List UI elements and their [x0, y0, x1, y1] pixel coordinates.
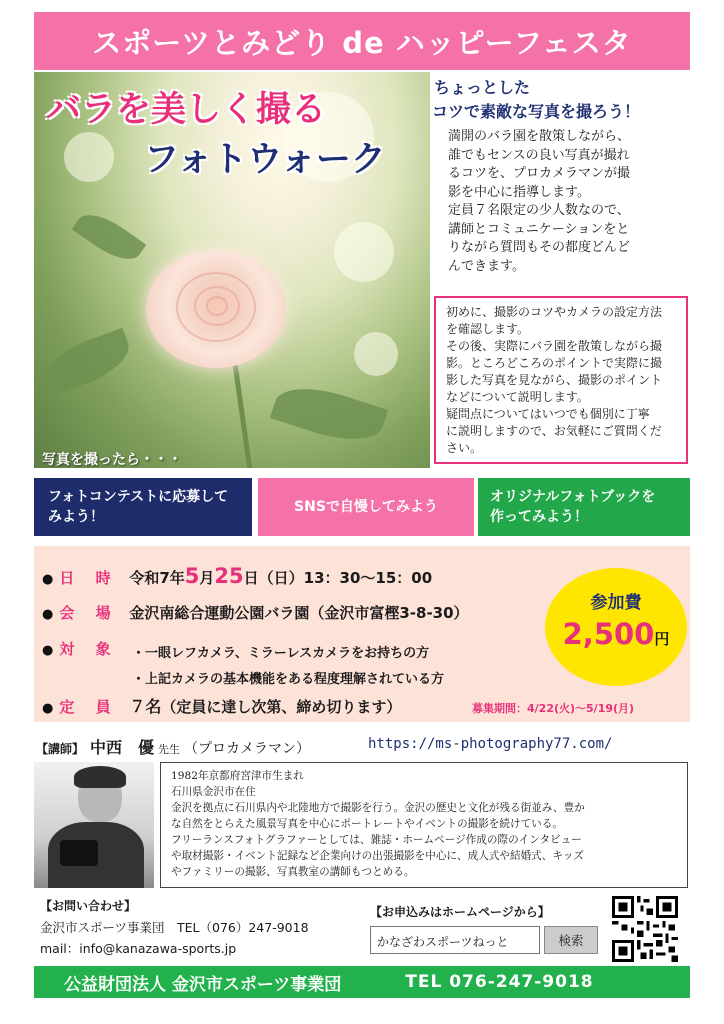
- contact-phone: 金沢市スポーツ事業団 TEL（076）247-9018: [40, 920, 309, 935]
- instructor-tag: 【講師】: [36, 742, 85, 756]
- description-line: 満開のバラ園を散策しながら、: [448, 129, 631, 144]
- footer-phone: TEL 076-247-9018: [405, 972, 594, 992]
- capacity-note: （定員に達し次第、締め切ります）: [161, 698, 402, 716]
- instructor-website-link[interactable]: https://ms-photography77.com/: [368, 736, 613, 752]
- description-line: 定員７名限定の少人数なので、: [448, 203, 630, 218]
- bio-line: な自然をとらえた風景写真を中心にポートレートやイベントの撮影を続けている。: [171, 818, 563, 830]
- capacity-value: ７名: [129, 697, 162, 716]
- target-line2: ・上記カメラの基本機能をある程度理解されている方: [132, 672, 445, 687]
- search-button[interactable]: 検索: [544, 926, 598, 954]
- date-value: [129, 564, 432, 588]
- bio-line: 石川県金沢市在住: [171, 786, 256, 798]
- target-line1: ・一眼レフカメラ、ミラーレスカメラをお持ちの方: [132, 646, 430, 661]
- capacity-row: [42, 694, 401, 717]
- instructor-line: [36, 735, 310, 758]
- hero-title-line2: フォトウォーク: [144, 140, 386, 180]
- footer-bar: [34, 966, 690, 998]
- target-label: 対 象: [59, 640, 119, 658]
- photo-contest-line1: フォトコンテストに応募して: [48, 489, 229, 505]
- photo-contest-box: [34, 478, 252, 536]
- description: [448, 128, 694, 276]
- contact-info: [40, 896, 309, 959]
- apply-heading: 【お申込みはホームページから】: [370, 905, 550, 919]
- bullet-icon: ●: [42, 701, 54, 716]
- details-line: その後、実際にバラ園を散策しながら撮: [446, 339, 663, 353]
- venue-label: 会 場: [59, 604, 119, 622]
- bio-line: フリーランスフォトグラファーとしては、雑誌・ホームページ作成の際のインタビュー: [171, 834, 582, 846]
- details-line: などについて説明します。: [446, 390, 589, 404]
- instructor-honorific: 先生: [158, 743, 181, 756]
- details-box: [434, 296, 688, 464]
- description-line: 誰でもセンスの良い写真が撮れ: [448, 147, 630, 163]
- camera-icon: [60, 840, 98, 866]
- description-line: るコツを、プロカメラマンが撮: [448, 166, 631, 181]
- venue-row: [42, 602, 469, 623]
- date-row: [42, 564, 432, 588]
- date-day-unit: 日: [243, 569, 259, 587]
- details-line: に説明しますので、お気軽にご質問くだ: [446, 424, 662, 438]
- date-month-unit: 月: [199, 569, 215, 587]
- venue-address: （金沢市富樫3-8-30）: [309, 604, 469, 622]
- bullet-icon: ●: [42, 572, 54, 587]
- fee-amount: [545, 617, 687, 651]
- description-line: りながら質問もその都度どんど: [448, 240, 631, 255]
- date-era: 令和7年: [129, 569, 185, 587]
- event-title: スポーツとみどり de ハッピーフェスタ: [92, 25, 632, 60]
- capacity-label: 定 員: [59, 698, 119, 716]
- sns-label: SNSで自慢してみよう: [294, 499, 438, 515]
- bullet-icon: ●: [42, 643, 54, 658]
- event-banner: [34, 12, 690, 70]
- date-label: 日 時: [59, 569, 119, 587]
- date-time: （日）13：30～15：00: [258, 569, 433, 587]
- details-line: 影した写真を見ながら、撮影のポイント: [446, 373, 663, 387]
- fee-label: 参加費: [590, 593, 642, 613]
- photobook-line2: 作ってみよう！: [490, 509, 588, 525]
- date-month: 5: [184, 564, 200, 588]
- instructor-photo: [34, 762, 154, 888]
- contact-email[interactable]: mail：info@kanazawa-sports.jp: [40, 941, 237, 956]
- details-line: 影。ところどころのポイントで実際に撮: [446, 356, 663, 370]
- photobook-line1: オリジナルフォトブックを: [490, 489, 656, 505]
- description-line: 講師とコミュニケーションをと: [448, 221, 630, 237]
- description-line: んできます。: [448, 258, 525, 274]
- details-line: 疑問点についてはいつでも個別に丁寧: [446, 407, 650, 421]
- search-input[interactable]: かなざわスポーツねっと: [370, 926, 540, 954]
- fee-unit: 円: [654, 630, 670, 648]
- sns-box: [258, 478, 474, 536]
- details-line: 初めに、撮影のコツやカメラの設定方法: [446, 305, 663, 319]
- description-line: 影を中心に指導します。: [448, 184, 590, 200]
- apply-section: [370, 903, 606, 954]
- venue-value: 金沢南総合運動公園バラ園: [129, 604, 310, 622]
- bio-line: やファミリーの撮影、写真教室の講師もつとめる。: [171, 866, 415, 878]
- date-day: 25: [214, 564, 244, 588]
- instructor-name: 中西 優: [90, 738, 155, 757]
- photo-contest-line2: みよう！: [48, 509, 104, 525]
- fee-badge: [545, 568, 687, 686]
- instructor-role: （プロカメラマン）: [184, 741, 311, 757]
- qr-code-icon[interactable]: [612, 896, 678, 962]
- bio-line: 1982年京都府宮津市生まれ: [171, 770, 304, 782]
- lead-line2: コツで素敵な写真を撮ろう！: [432, 102, 641, 121]
- bio-line: 金沢を拠点に石川県内や北陸地方で撮影を行う。金沢の歴史と文化が残る街並み、豊か: [171, 802, 585, 814]
- instructor-bio: [160, 762, 688, 888]
- photo-caption: 写真を撮ったら・・・: [42, 452, 182, 468]
- details-line: を確認します。: [446, 322, 530, 336]
- application-period: 募集期間：4/22(火)～5/19(月): [472, 702, 635, 715]
- bullet-icon: ●: [42, 607, 54, 622]
- lead-heading: [432, 76, 702, 124]
- hero-title-line1: バラを美しく撮る: [46, 90, 327, 130]
- target-row: [42, 638, 129, 659]
- details-line: さい。: [446, 441, 483, 455]
- photobook-box: [478, 478, 690, 536]
- contact-heading: 【お問い合わせ】: [40, 899, 137, 913]
- lead-line1: ちょっとした: [434, 78, 531, 97]
- rose-flower: [146, 250, 286, 368]
- bio-line: や取材撮影・イベント記録など企業向けの出張撮影を中心に、成人式や結婚式、キッズ: [171, 850, 584, 862]
- footer-organization: 公益財団法人 金沢市スポーツ事業団: [64, 974, 342, 995]
- fee-amount-value: 2,500: [562, 617, 655, 651]
